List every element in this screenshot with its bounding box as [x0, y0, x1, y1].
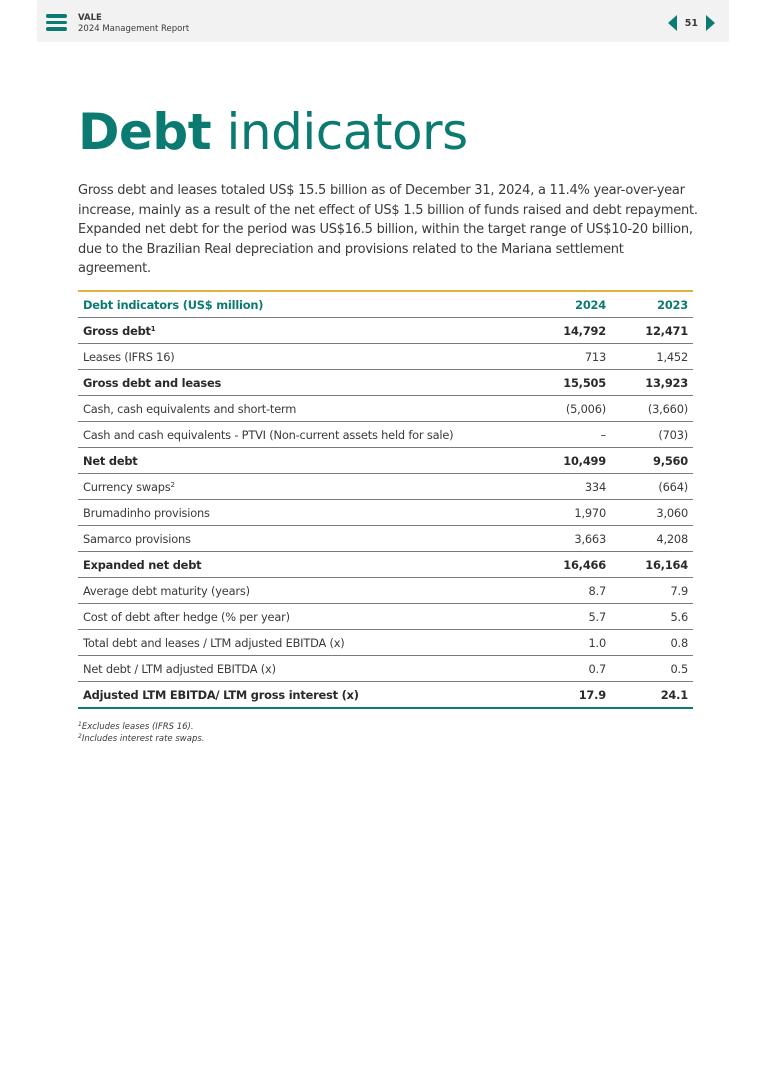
row-label-cell — [78, 396, 529, 422]
value-2024: 0.7 — [529, 656, 611, 682]
table-row — [78, 448, 693, 474]
value-2024: 3,663 — [529, 526, 611, 552]
table-header-row — [78, 291, 693, 318]
value-2023: 16,164 — [611, 552, 693, 578]
value-2023: 7.9 — [611, 578, 693, 604]
row-label: Samarco provisions — [83, 531, 191, 546]
table-row — [78, 656, 693, 682]
row-label: Cash, cash equivalents and short-term — [83, 401, 297, 416]
row-footnote-mark: 1 — [150, 324, 156, 333]
row-label-cell — [78, 344, 529, 370]
table-row — [78, 604, 693, 630]
row-label-cell — [78, 422, 529, 448]
hamburger-menu-icon[interactable] — [46, 14, 67, 31]
footnote-1-text: Excludes leases (IFRS 16). — [81, 722, 194, 732]
brand-name: VALE — [78, 13, 102, 23]
row-label: Leases (IFRS 16) — [83, 349, 175, 364]
value-2023: 3,060 — [611, 500, 693, 526]
value-2023: 9,560 — [611, 448, 693, 474]
row-label-cell — [78, 474, 529, 500]
page-number: 51 — [684, 17, 698, 29]
page-title-regular: indicators — [211, 103, 468, 161]
top-bar — [37, 0, 729, 42]
value-2024: 8.7 — [529, 578, 611, 604]
value-2023: 1,452 — [611, 344, 693, 370]
row-label-cell — [78, 370, 529, 396]
intro-paragraph: Gross debt and leases totaled US$ 15.5 billion as of December 31, 2024, a 11.4% year-over-year increase, mainly as a result of the net effect of US$ 1.5 billion of funds raised and debt repayment. Expanded net debt for the period was US$16.5 billion, within the target range of US$10-20 billion, due to the Brazilian Real depreciation and provisions related to the Mariana settlement agreement. — [78, 183, 698, 276]
value-2024: – — [529, 422, 611, 448]
value-2024: 5.7 — [529, 604, 611, 630]
footnote-2 — [78, 733, 204, 745]
row-label: Gross debt and leases — [83, 375, 222, 390]
footnote-1-mark: 1 — [78, 721, 82, 728]
previous-page-icon[interactable] — [668, 15, 677, 31]
value-2023: 0.8 — [611, 630, 693, 656]
row-label-cell — [78, 448, 529, 474]
row-label-cell — [78, 500, 529, 526]
footnotes — [78, 721, 204, 745]
row-label: Gross debt — [83, 323, 151, 338]
row-label-cell — [78, 604, 529, 630]
row-label: Average debt maturity (years) — [83, 583, 250, 598]
row-label-cell — [78, 682, 529, 709]
value-2024: (5,006) — [529, 396, 611, 422]
table-row — [78, 422, 693, 448]
value-2023: (664) — [611, 474, 693, 500]
value-2023: 5.6 — [611, 604, 693, 630]
table-row — [78, 552, 693, 578]
row-label: Total debt and leases / LTM adjusted EBITDA (x) — [83, 635, 345, 650]
value-2024: 1,970 — [529, 500, 611, 526]
row-label-cell — [78, 630, 529, 656]
value-2023: 0.5 — [611, 656, 693, 682]
row-label: Cash and cash equivalents - PTVI (Non-current assets held for sale) — [83, 427, 454, 442]
row-footnote-mark: 2 — [170, 480, 175, 489]
value-2023: (3,660) — [611, 396, 693, 422]
value-2023: 12,471 — [611, 318, 693, 344]
debt-indicators-table — [78, 290, 693, 709]
row-label: Expanded net debt — [83, 557, 202, 572]
page-title — [78, 102, 468, 162]
row-label: Brumadinho provisions — [83, 505, 210, 520]
row-label: Cost of debt after hedge (% per year) — [83, 609, 290, 624]
value-2024: 17.9 — [529, 682, 611, 709]
value-2024: 16,466 — [529, 552, 611, 578]
pager — [668, 14, 715, 32]
footnote-1 — [78, 721, 204, 733]
row-label: Net debt / LTM adjusted EBITDA (x) — [83, 661, 276, 676]
table-row — [78, 318, 693, 344]
value-2023: 24.1 — [611, 682, 693, 709]
table-row — [78, 396, 693, 422]
table-row — [78, 682, 693, 709]
row-label-cell — [78, 552, 529, 578]
value-2024: 1.0 — [529, 630, 611, 656]
value-2024: 334 — [529, 474, 611, 500]
footnote-2-text: Includes interest rate swaps. — [81, 734, 205, 744]
row-label-cell — [78, 318, 529, 344]
row-label: Currency swaps — [83, 479, 171, 494]
value-2023: 4,208 — [611, 526, 693, 552]
header-2023: 2023 — [611, 291, 693, 318]
table-body — [78, 318, 693, 709]
next-page-icon[interactable] — [706, 15, 715, 31]
row-label: Adjusted LTM EBITDA/ LTM gross interest (x) — [83, 687, 359, 702]
row-label-cell — [78, 656, 529, 682]
brand-block — [78, 13, 189, 35]
page-title-bold: Debt — [78, 103, 212, 161]
row-label-cell — [78, 578, 529, 604]
table-row — [78, 526, 693, 552]
table-row — [78, 500, 693, 526]
report-title: 2024 Management Report — [78, 24, 190, 34]
row-label-cell — [78, 526, 529, 552]
table-row — [78, 630, 693, 656]
row-label: Net debt — [83, 453, 138, 468]
table-row — [78, 344, 693, 370]
table-row — [78, 474, 693, 500]
value-2023: 13,923 — [611, 370, 693, 396]
value-2024: 15,505 — [529, 370, 611, 396]
header-label: Debt indicators (US$ million) — [78, 291, 529, 318]
table-row — [78, 578, 693, 604]
header-2024: 2024 — [529, 291, 611, 318]
footnote-2-mark: 2 — [78, 733, 82, 740]
value-2023: (703) — [611, 422, 693, 448]
value-2024: 713 — [529, 344, 611, 370]
value-2024: 10,499 — [529, 448, 611, 474]
value-2024: 14,792 — [529, 318, 611, 344]
table-row — [78, 370, 693, 396]
